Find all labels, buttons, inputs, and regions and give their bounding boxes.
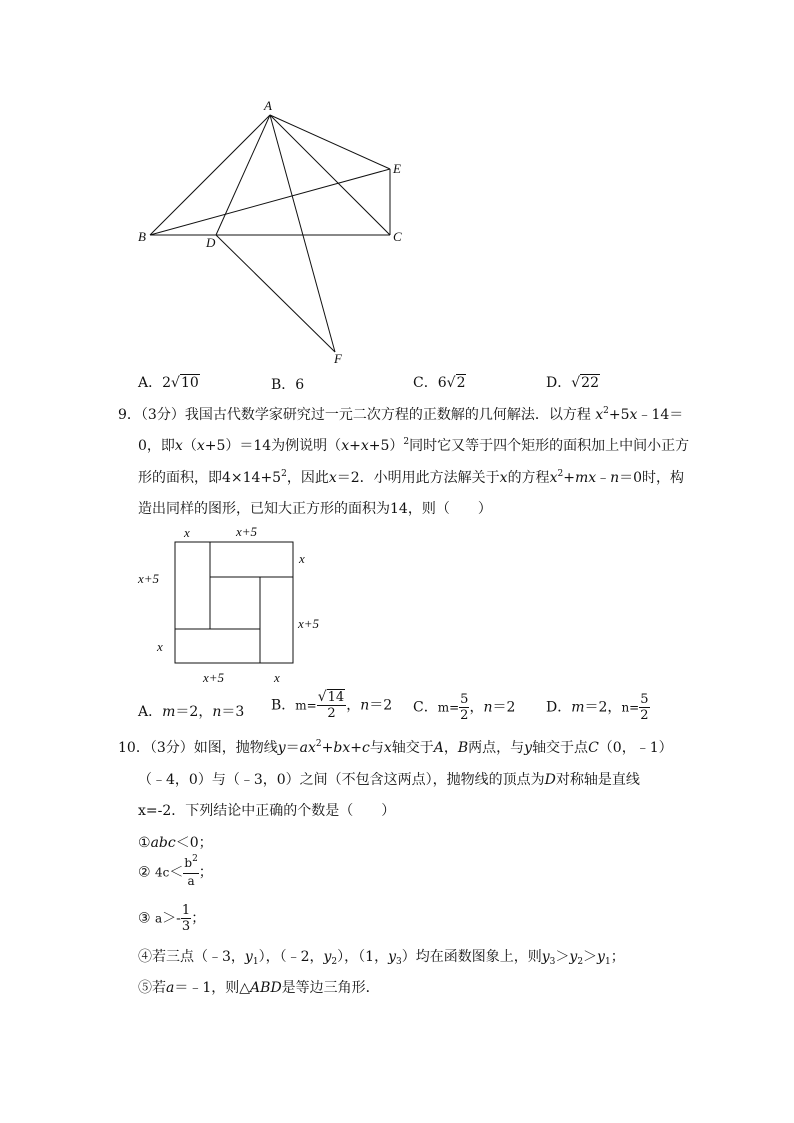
q9-line-3: 形的面积，即$4\times 14+5^2$，因此x＝2．小明用此方法解关于x的方程$x^2+mx﹣n=0$时，构 (138, 469, 685, 486)
q10-statement-2: ② 4c＜ $\frac{b^2}{a}$ ； (138, 854, 213, 888)
point-label-F: F (334, 351, 342, 366)
q9-line-1: 9．（3分）我国古代数学家研究过一元二次方程的正数解的几何解法．以方程 $x^2+5x﹣14=$ (118, 406, 684, 423)
segment-AF (270, 115, 335, 352)
label-bottom-right: x (274, 670, 280, 685)
q8-option-c[interactable]: C．6√2 (413, 375, 466, 391)
segment-BE (150, 169, 390, 235)
q9-line-4: 造出同样的图形，已知大正方形的面积为14，则（ ） (138, 501, 492, 517)
point-label-C: C (393, 229, 402, 244)
label-left-top: x+5 (138, 571, 160, 586)
q9-line-2: 0，即x（x+5）＝14为例说明$(x+x+5)^2$同时它又等于四个矩形的面积加上中间小正方 (138, 437, 690, 454)
point-label-E: E (393, 161, 401, 176)
q9-option-c[interactable]: C．m= $\frac{5}{2}$ ，n＝2 (413, 692, 516, 723)
point-label-B: B (138, 229, 146, 244)
segment-AE (270, 115, 390, 169)
segment-DF (216, 235, 335, 352)
q8-option-a[interactable]: A．2√10 (138, 375, 199, 391)
segment-AB (150, 115, 270, 235)
outer-square (175, 542, 293, 663)
q10-statement-3: ③ a＞- $\frac{1}{3}$ ； (138, 903, 206, 934)
q8-option-b[interactable]: B．6 (271, 377, 305, 393)
label-left-bottom: x (157, 639, 163, 654)
label-right-bottom: x+5 (298, 616, 320, 631)
square-figure (132, 520, 342, 690)
label-top-left: x (184, 525, 190, 540)
q10-line-1: 10．（3分）如图，抛物线$y=ax^2+bx+c$与x轴交于A，B两点，与y轴交于点C（0，﹣1） (118, 739, 673, 756)
label-top-right: x+5 (236, 524, 258, 539)
q10-line-3: x=-2．下列结论中正确的个数是（ ） (138, 803, 396, 819)
point-label-A: A (264, 98, 272, 113)
label-right-top: x (299, 551, 305, 566)
triangle-figure (130, 95, 420, 370)
q9-option-d[interactable]: D．m＝2，n= $\frac{5}{2}$ (546, 692, 649, 723)
point-label-D: D (206, 235, 216, 250)
q9-option-a[interactable]: A．m＝2，n＝3 (138, 704, 245, 720)
q10-statement-1: ①abc＜0； (138, 835, 213, 851)
q10-statement-5: ⑤若a＝﹣1，则△ABD是等边三角形． (138, 980, 380, 996)
q10-statement-4: ④若三点（﹣3，$y_1$），（﹣2，$y_2$），（1，$y_3$）均在函数图象上，则$y_3>y_2>y_1$； (138, 949, 625, 967)
q8-option-d[interactable]: D．√22 (546, 375, 599, 391)
segment-AC (270, 115, 390, 235)
segment-AD (216, 115, 270, 235)
q10-line-2: （﹣4，0）与（﹣3，0）之间（不包含这两点），抛物线的顶点为D对称轴是直线 (138, 772, 640, 788)
q9-option-b[interactable]: B．m= $\frac{√14}{2}$ ，n＝2 (271, 689, 393, 721)
label-bottom-left: x+5 (203, 670, 225, 685)
